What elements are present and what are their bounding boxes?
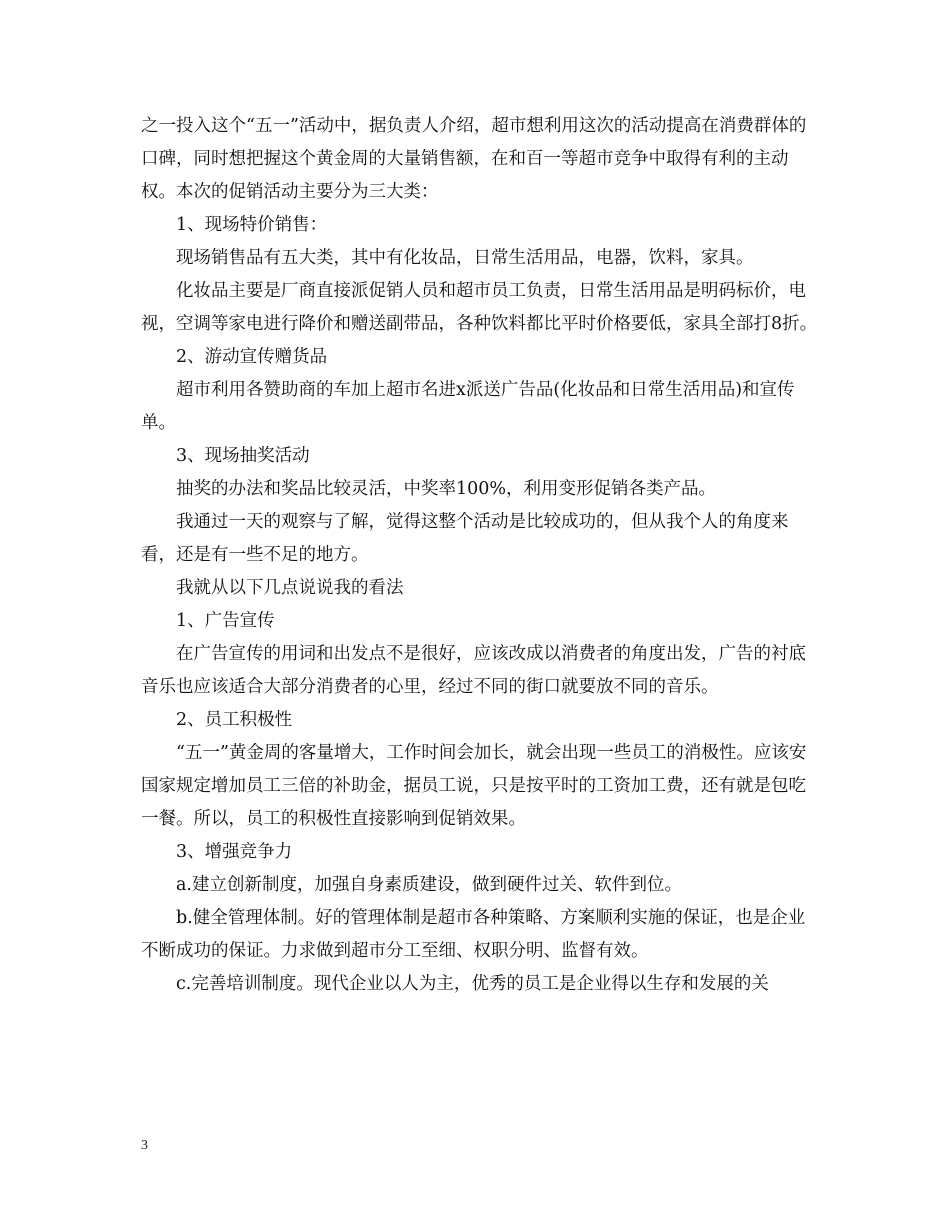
heading-staff-motivation: 2、员工积极性 (176, 710, 293, 730)
page-number: 3 (141, 1138, 148, 1153)
paragraph-item-c: c.完善培训制度。现代企业以人为主，优秀的员工是企业得以生存和发展的关 (176, 974, 769, 994)
paragraph-lottery: 抽奖的办法和奖品比较灵活，中奖率100%，利用变形促销各类产品。 (176, 479, 717, 499)
heading-lottery: 3、现场抽奖活动 (176, 446, 310, 466)
paragraph-intro-continuation: 之一投入这个“五一”活动中，据负责人介绍，超市想利用这次的活动提高在消费群体的口碑，同时想把握这个黄金周的大量销售额，在和百一等超市竞争中取得有利的主动权。本次的促销活动主要分为三大类： (141, 116, 807, 202)
heading-competitiveness: 3、增强竞争力 (176, 842, 293, 862)
paragraph-item-a: a.建立创新制度，加强自身素质建设，做到硬件过关、软件到位。 (176, 875, 682, 895)
paragraph-sponsor-vehicles: 超市利用各赞助商的车加上超市名进x派送广告品(化妆品和日常生活用品)和宣传单。 (141, 380, 795, 433)
paragraph-cosmetics: 化妆品主要是厂商直接派促销人员和超市员工负责，日常生活用品是明码标价，电视，空调等家电进行降价和赠送副带品，各种饮料都比平时价格要低，家具全部打8折。 (141, 281, 818, 334)
body-text (141, 110, 821, 1001)
paragraph-product-categories: 现场销售品有五大类，其中有化妆品，日常生活用品，电器，饮料，家具。 (176, 248, 754, 268)
paragraph-advertising: 在广告宣传的用词和出发点不是很好，应该改成以消费者的角度出发，广告的衬底音乐也应该适合大部分消费者的心里，经过不同的街口就要放不同的音乐。 (141, 644, 806, 697)
paragraph-item-b: b.健全管理体制。好的管理体制是超市各种策略、方案顺利实施的保证，也是企业不断成功的保证。力求做到超市分工至细、权职分明、监督有效。 (141, 908, 806, 961)
heading-spot-sale: 1、现场特价销售： (176, 215, 328, 235)
paragraph-observation: 我通过一天的观察与了解，觉得这整个活动是比较成功的，但从我个人的角度来看，还是有一些不足的地方。 (141, 512, 789, 565)
heading-advertising: 1、广告宣传 (176, 611, 275, 631)
paragraph-opinion-intro: 我就从以下几点说说我的看法 (176, 578, 404, 598)
heading-mobile-promotion: 2、游动宣传赠货品 (176, 347, 328, 367)
paragraph-staff-motivation: “五一”黄金周的客量增大，工作时间会加长，就会出现一些员工的消极性。应该安国家规定增加员工三倍的补助金，据员工说，只是按平时的工资加工费，还有就是包吃一餐。所以，员工的积极性直接影响到促销效果。 (141, 743, 807, 829)
